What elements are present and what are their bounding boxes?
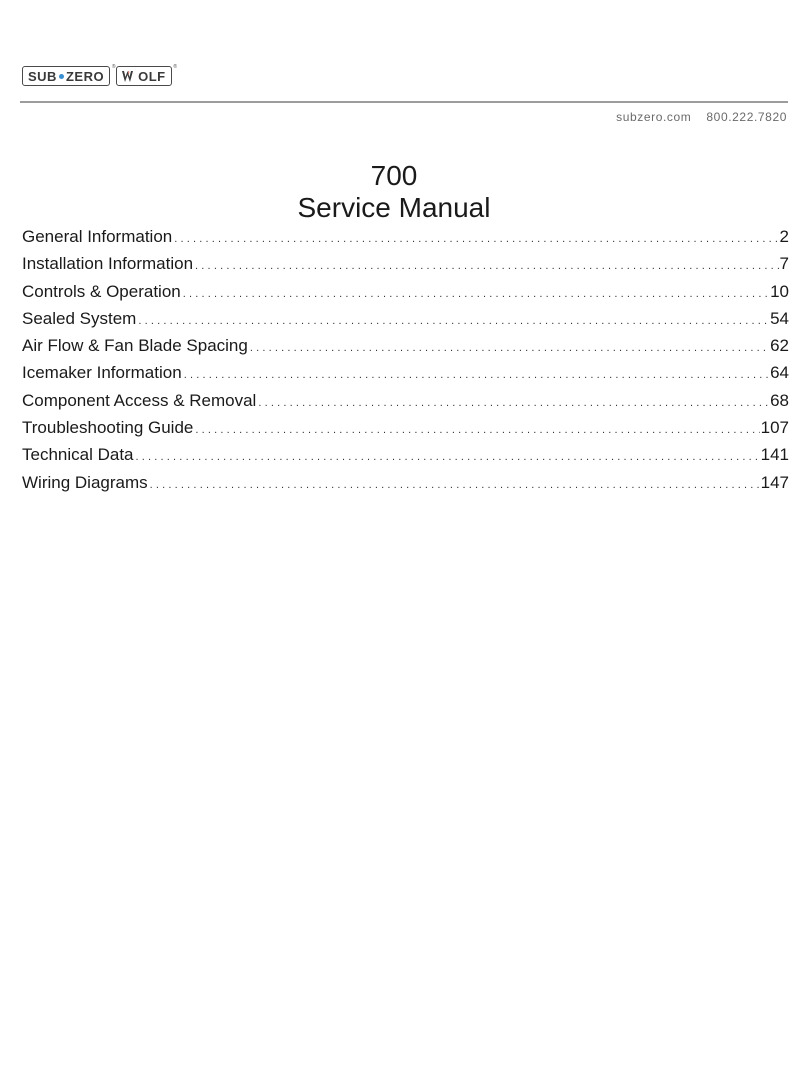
phone-text: 800.222.7820 xyxy=(706,110,787,124)
toc-entry-label: Wiring Diagrams xyxy=(22,472,148,492)
toc-entry-page: 141 xyxy=(760,445,789,465)
toc-entry-label: Icemaker Information xyxy=(22,363,182,383)
toc-entry-page: 54 xyxy=(770,308,789,328)
toc-entry-label: General Information xyxy=(22,227,173,246)
wolf-w-icon xyxy=(122,71,138,82)
toc-entry[interactable] xyxy=(22,278,789,305)
toc-entry-label: Technical Data xyxy=(22,445,134,465)
model-number: 700 xyxy=(370,160,418,191)
subzero-logo-right: ZERO xyxy=(65,68,105,84)
toc-entry[interactable] xyxy=(22,332,789,359)
wolf-logo xyxy=(116,64,178,86)
toc-entry-page: 107 xyxy=(760,418,789,438)
brand-header xyxy=(22,64,178,88)
trademark-icon: ® xyxy=(173,64,178,70)
toc-entry-label: Sealed System xyxy=(22,308,137,328)
toc-leader-dots xyxy=(150,472,760,499)
toc-entry-label: Component Access & Removal xyxy=(22,390,257,410)
document-title xyxy=(0,160,788,224)
toc-leader-dots xyxy=(136,444,760,471)
toc-entry-page: 10 xyxy=(770,281,789,301)
toc-entry-label: Installation Information xyxy=(22,254,194,274)
toc-entry[interactable] xyxy=(22,387,789,414)
toc-leader-dots xyxy=(195,253,778,280)
toc-leader-dots xyxy=(138,308,769,335)
contact-info xyxy=(616,110,787,124)
toc-entry-label: Controls & Operation xyxy=(22,281,181,301)
subzero-logo xyxy=(22,64,117,86)
wolf-logo-text: OLF xyxy=(138,68,166,84)
toc-entry-page: 2 xyxy=(779,227,789,246)
toc-entry[interactable] xyxy=(22,250,789,277)
toc-entry-page: 7 xyxy=(779,254,789,274)
toc-leader-dots xyxy=(174,226,778,253)
toc-entry-page: 68 xyxy=(770,390,789,410)
toc-leader-dots xyxy=(258,390,769,417)
toc-entry[interactable] xyxy=(22,305,789,332)
toc-entry-label: Air Flow & Fan Blade Spacing xyxy=(22,336,248,356)
subzero-logo-left: SUB xyxy=(28,68,57,84)
toc-entry-page: 147 xyxy=(760,472,789,492)
toc-entry-label: Troubleshooting Guide xyxy=(22,418,194,438)
toc-entry-page: 62 xyxy=(770,336,789,356)
toc-leader-dots xyxy=(184,362,769,389)
toc-entry[interactable] xyxy=(22,469,789,496)
toc-entry-page: 64 xyxy=(770,363,789,383)
toc-leader-dots xyxy=(250,335,769,362)
toc-entry[interactable] xyxy=(22,223,789,250)
manual-title: Service Manual xyxy=(297,192,491,223)
logo-dot-icon xyxy=(59,74,64,79)
trademark-icon: ® xyxy=(111,64,117,70)
toc-entry[interactable] xyxy=(22,414,789,441)
toc-entry[interactable] xyxy=(22,441,789,468)
toc-entry[interactable] xyxy=(22,359,789,386)
table-of-contents xyxy=(22,223,789,496)
header-rule xyxy=(20,101,788,103)
toc-leader-dots xyxy=(195,417,759,444)
website-text: subzero.com xyxy=(616,110,692,124)
toc-leader-dots xyxy=(183,281,769,308)
